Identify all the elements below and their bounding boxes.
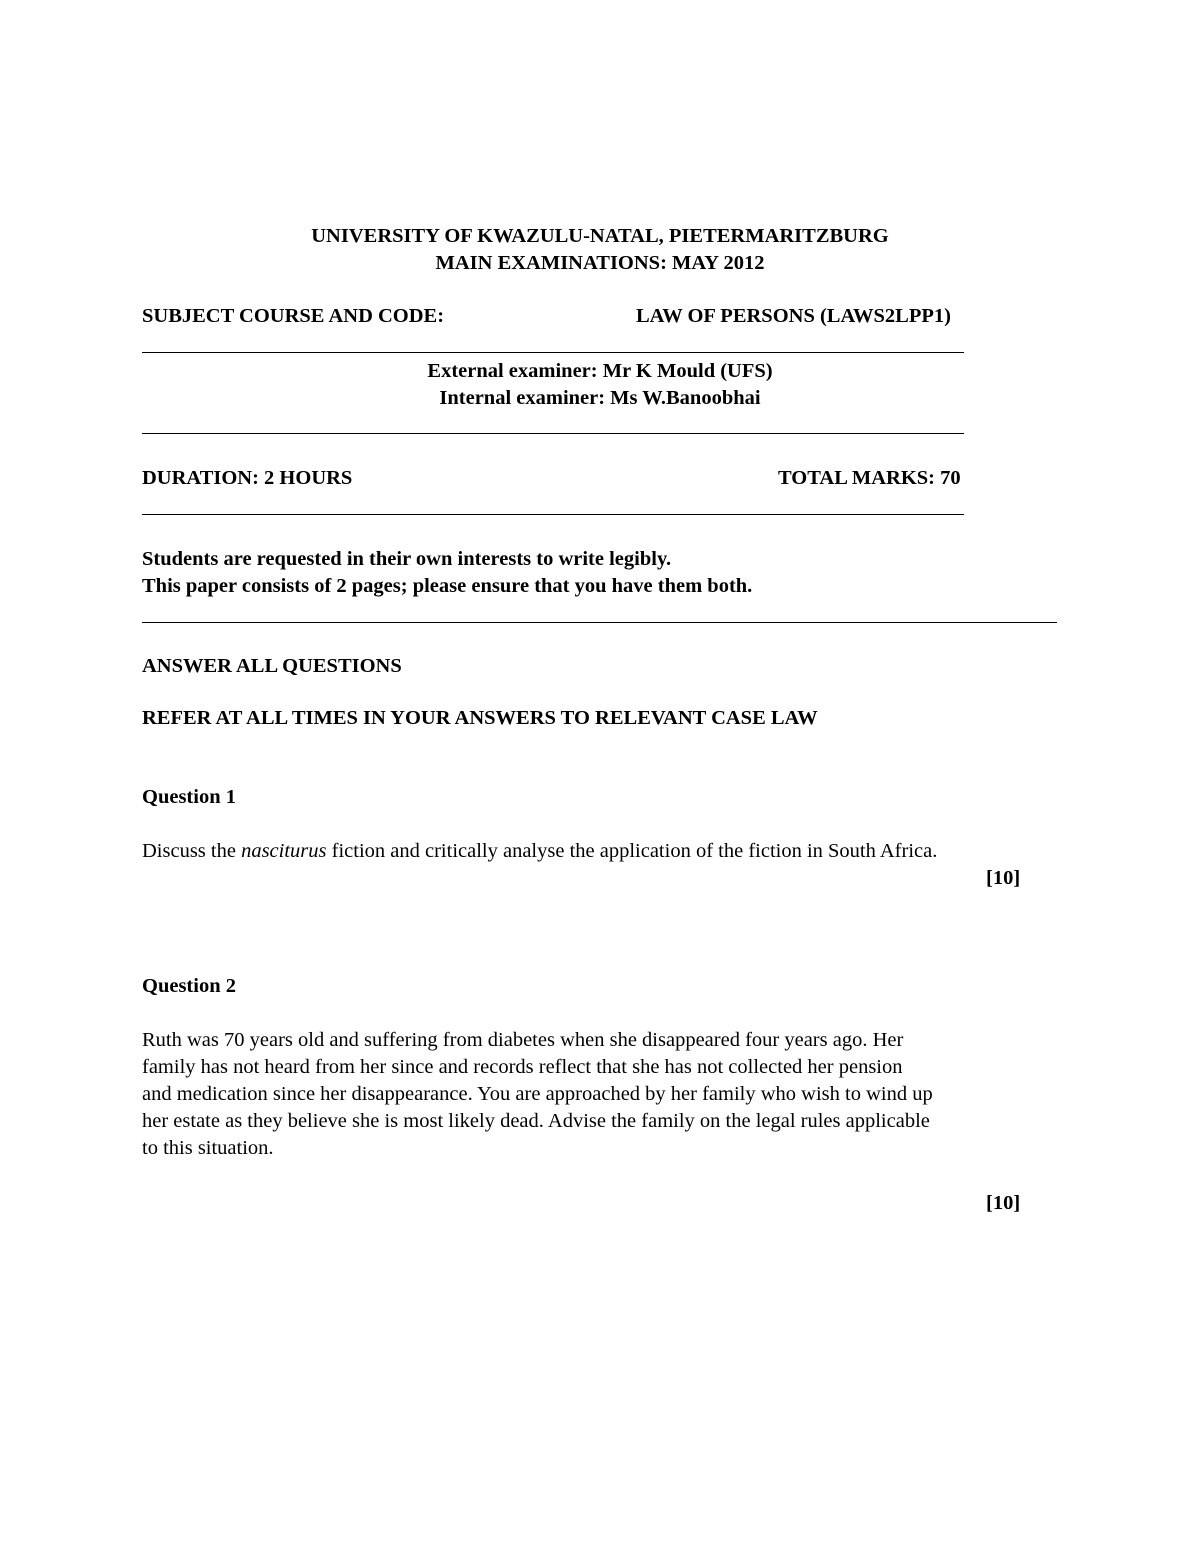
instruction-pages: This paper consists of 2 pages; please ensure that you have them both. — [142, 575, 753, 597]
question-1-heading: Question 1 — [142, 786, 236, 808]
question-2-line: her estate as they believe she is most likely dead. Advise the family on the legal rules applicable — [142, 1110, 930, 1132]
nasciturus-term: nasciturus — [241, 840, 327, 862]
divider — [142, 352, 964, 353]
answer-all-directive: ANSWER ALL QUESTIONS — [142, 655, 402, 677]
case-law-directive: REFER AT ALL TIMES IN YOUR ANSWERS TO RELEVANT CASE LAW — [142, 707, 818, 729]
question-2-line: Ruth was 70 years old and suffering from diabetes when she disappeared four years ago. Her — [142, 1029, 904, 1051]
internal-examiner: Internal examiner: Ms W.Banoobhai — [439, 387, 761, 409]
exam-session: MAIN EXAMINATIONS: MAY 2012 — [435, 252, 765, 274]
divider — [142, 433, 964, 434]
divider — [142, 514, 964, 515]
duration: DURATION: 2 HOURS — [142, 467, 353, 489]
external-examiner: External examiner: Mr K Mould (UFS) — [427, 360, 773, 382]
university-title: UNIVERSITY OF KWAZULU-NATAL, PIETERMARITZBURG — [311, 225, 889, 247]
question-2-line: to this situation. — [142, 1137, 274, 1159]
subject-label: SUBJECT COURSE AND CODE: — [142, 305, 445, 327]
question-2-heading: Question 2 — [142, 975, 236, 997]
question-2-marks: [10] — [986, 1192, 1021, 1214]
divider — [142, 622, 1057, 623]
instruction-legibility: Students are requested in their own interests to write legibly. — [142, 548, 672, 570]
question-1-marks: [10] — [986, 867, 1021, 889]
question-2-line: family has not heard from her since and records reflect that she has not collected her pension — [142, 1056, 903, 1078]
question-2-line: and medication since her disappearance. You are approached by her family who wish to wind up — [142, 1083, 933, 1105]
total-marks: TOTAL MARKS: 70 — [778, 467, 961, 489]
question-1-text: Discuss the nasciturus fiction and critically analyse the application of the fiction in South Africa. — [142, 840, 938, 862]
subject-value: LAW OF PERSONS (LAWS2LPP1) — [636, 305, 951, 327]
